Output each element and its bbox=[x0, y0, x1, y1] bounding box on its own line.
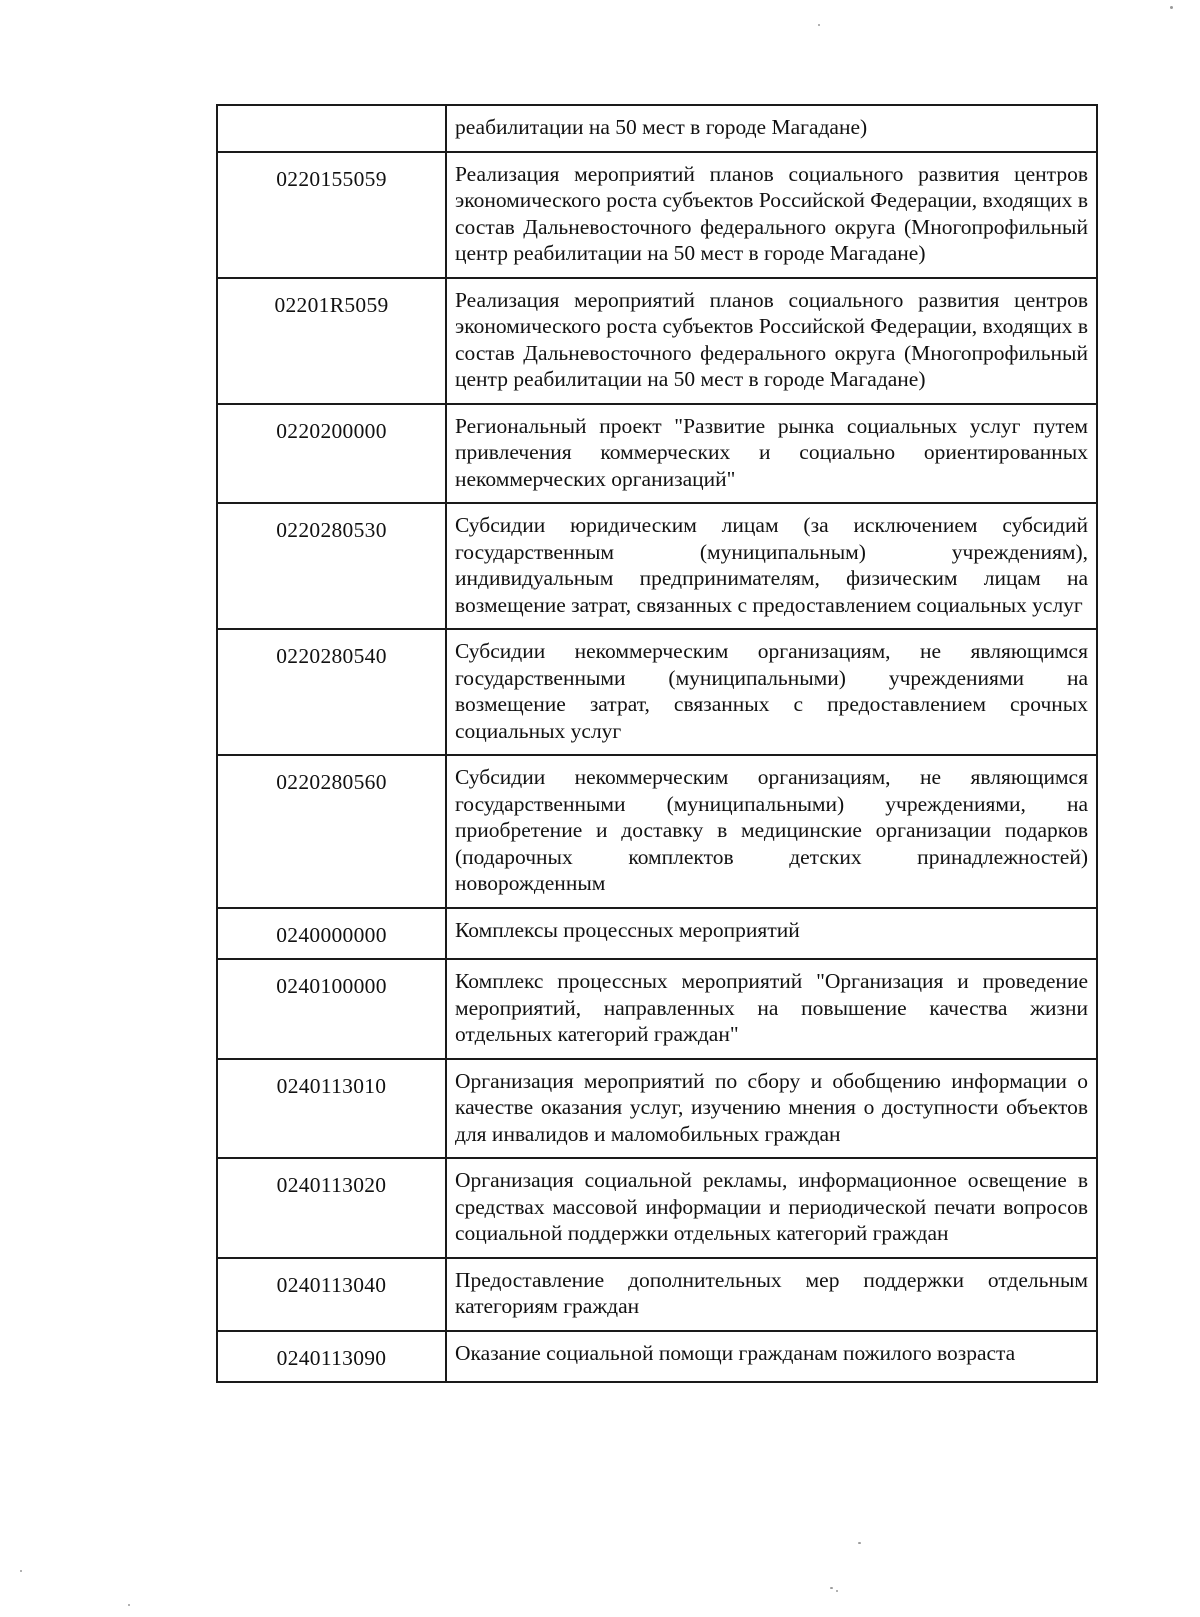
table-row bbox=[217, 1331, 1097, 1383]
row-code: 0220280560 bbox=[217, 755, 446, 908]
row-code: 0240113020 bbox=[217, 1158, 446, 1258]
row-code: 0240113040 bbox=[217, 1258, 446, 1331]
row-code: 0220280540 bbox=[217, 629, 446, 755]
table-row bbox=[217, 959, 1097, 1059]
row-code: 02201R5059 bbox=[217, 278, 446, 404]
row-description: Комплексы процессных мероприятий bbox=[446, 908, 1097, 960]
row-description: Комплекс процессных мероприятий "Организация и проведение мероприятий, направленных на повышение качества жизни отдельных категорий граждан" bbox=[446, 959, 1097, 1059]
row-description: Предоставление дополнительных мер поддержки отдельным категориям граждан bbox=[446, 1258, 1097, 1331]
row-description: Субсидии некоммерческим организациям, не являющимся государственными (муниципальными) учреждениями на возмещение затрат, связанных с предоставлением срочных социальных услуг bbox=[446, 629, 1097, 755]
scan-speck bbox=[836, 1590, 838, 1592]
row-description: Субсидии юридическим лицам (за исключением субсидий государственным (муниципальным) учреждениям), индивидуальным предпринимателям, физическим лицам на возмещение затрат, связанных с предоставлением социальных услуг bbox=[446, 503, 1097, 629]
scan-speck bbox=[858, 1542, 861, 1544]
table-row bbox=[217, 278, 1097, 404]
scan-speck bbox=[20, 1570, 22, 1572]
row-description: Субсидии некоммерческим организациям, не являющимся государственными (муниципальными) учреждениями, на приобретение и доставку в медицинские организации подарков (подарочных комплектов детских принадлежностей) новорожденным bbox=[446, 755, 1097, 908]
table-row bbox=[217, 1059, 1097, 1159]
row-description: Организация социальной рекламы, информационное освещение в средствах массовой информации и периодической печати вопросов социальной поддержки отдельных категорий граждан bbox=[446, 1158, 1097, 1258]
table-row bbox=[217, 1258, 1097, 1331]
table-body bbox=[217, 105, 1097, 1382]
table-row bbox=[217, 152, 1097, 278]
row-code: 0220200000 bbox=[217, 404, 446, 504]
table-row bbox=[217, 105, 1097, 152]
row-description: Реализация мероприятий планов социального развития центров экономического роста субъектов Российской Федерации, входящих в состав Дальневосточного федерального округа (Многопрофильный центр реабилитации на 50 мест в городе Магадане) bbox=[446, 152, 1097, 278]
row-code bbox=[217, 105, 446, 152]
scan-speck bbox=[830, 1587, 833, 1589]
table-row bbox=[217, 404, 1097, 504]
row-description: Организация мероприятий по сбору и обобщению информации о качестве оказания услуг, изучению мнения о доступности объектов для инвалидов и маломобильных граждан bbox=[446, 1059, 1097, 1159]
row-code: 0240000000 bbox=[217, 908, 446, 960]
scan-speck bbox=[1170, 6, 1173, 9]
row-code: 0220155059 bbox=[217, 152, 446, 278]
row-description: Оказание социальной помощи гражданам пожилого возраста bbox=[446, 1331, 1097, 1383]
row-code: 0240100000 bbox=[217, 959, 446, 1059]
row-code: 0240113010 bbox=[217, 1059, 446, 1159]
table-row bbox=[217, 755, 1097, 908]
row-description: Реализация мероприятий планов социального развития центров экономического роста субъектов Российской Федерации, входящих в состав Дальневосточного федерального округа (Многопрофильный центр реабилитации на 50 мест в городе Магадане) bbox=[446, 278, 1097, 404]
table-row bbox=[217, 908, 1097, 960]
table-row bbox=[217, 1158, 1097, 1258]
budget-codes-table bbox=[216, 104, 1098, 1383]
table-row bbox=[217, 629, 1097, 755]
row-code: 0240113090 bbox=[217, 1331, 446, 1383]
row-code: 0220280530 bbox=[217, 503, 446, 629]
row-description: реабилитации на 50 мест в городе Магадане) bbox=[446, 105, 1097, 152]
scan-speck bbox=[128, 1604, 130, 1606]
row-description: Региональный проект "Развитие рынка социальных услуг путем привлечения коммерческих и социально ориентированных некоммерческих организаций" bbox=[446, 404, 1097, 504]
scan-speck bbox=[818, 24, 820, 26]
table-row bbox=[217, 503, 1097, 629]
